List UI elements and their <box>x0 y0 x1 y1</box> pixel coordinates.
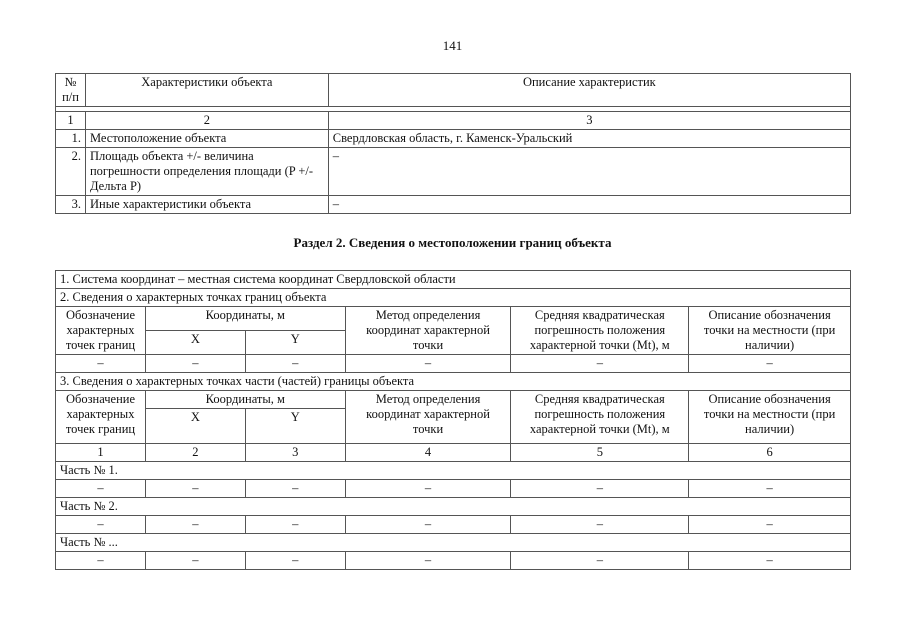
table-row <box>56 480 851 498</box>
col-number: 1 <box>56 112 86 130</box>
boundary-points-table <box>55 270 851 570</box>
row-number: 2. <box>56 148 86 196</box>
header-coordinates: Координаты, м <box>145 391 345 409</box>
cell-dash: – <box>56 516 146 534</box>
cell-dash: – <box>511 355 689 373</box>
header-x: X <box>145 331 245 355</box>
header-number: № п/п <box>56 74 86 107</box>
header-y: Y <box>245 409 345 444</box>
object-characteristics-table <box>55 73 851 214</box>
cell-dash: – <box>145 355 245 373</box>
col-number: 3 <box>328 112 850 130</box>
row-description: Свердловская область, г. Каменск-Уральский <box>328 130 850 148</box>
column-numbers-row <box>56 444 851 462</box>
table-header-row <box>56 74 851 107</box>
col-number: 5 <box>511 444 689 462</box>
cell-dash: – <box>345 355 511 373</box>
row-description: – <box>328 148 850 196</box>
header-coordinates: Координаты, м <box>145 307 345 331</box>
cell-dash: – <box>245 355 345 373</box>
cell-dash: – <box>345 552 511 570</box>
cell-dash: – <box>245 480 345 498</box>
cell-dash: – <box>56 355 146 373</box>
header-x: X <box>145 409 245 444</box>
cell-dash: – <box>56 480 146 498</box>
col-number: 3 <box>245 444 345 462</box>
table-row <box>56 516 851 534</box>
cell-dash: – <box>245 516 345 534</box>
table-row <box>56 552 851 570</box>
section-title: Раздел 2. Сведения о местоположении границ объекта <box>293 235 612 250</box>
header-y: Y <box>245 331 345 355</box>
header-characteristics: Характеристики объекта <box>85 74 328 107</box>
row-number: 1. <box>56 130 86 148</box>
points-section-title: 2. Сведения о характерных точках границ объекта <box>56 289 851 307</box>
header-error: Средняя квадратическая погрешность положения характерной точки (Mt), м <box>511 307 689 355</box>
row-description: – <box>328 196 850 214</box>
table-row <box>56 355 851 373</box>
part-label: Часть № 1. <box>56 462 851 480</box>
table-row <box>56 148 851 196</box>
header-designation: Обозначение характерных точек границ <box>56 307 146 355</box>
col-number: 6 <box>689 444 851 462</box>
parts-section-title: 3. Сведения о характерных точках части (частей) границы объекта <box>56 373 851 391</box>
header-description: Описание характеристик <box>328 74 850 107</box>
table-row <box>56 196 851 214</box>
row-number: 3. <box>56 196 86 214</box>
cell-dash: – <box>345 480 511 498</box>
cell-dash: – <box>689 480 851 498</box>
part-label: Часть № 2. <box>56 498 851 516</box>
cell-dash: – <box>245 552 345 570</box>
col-number: 2 <box>85 112 328 130</box>
column-numbers-row <box>56 112 851 130</box>
cell-dash: – <box>345 516 511 534</box>
cell-dash: – <box>145 480 245 498</box>
cell-dash: – <box>689 355 851 373</box>
cell-dash: – <box>56 552 146 570</box>
row-characteristic: Местоположение объекта <box>85 130 328 148</box>
cell-dash: – <box>689 516 851 534</box>
cell-dash: – <box>145 516 245 534</box>
page-number: 141 <box>442 38 463 53</box>
row-characteristic: Иные характеристики объекта <box>85 196 328 214</box>
cell-dash: – <box>511 516 689 534</box>
col-number: 1 <box>56 444 146 462</box>
header-method: Метод определения координат характерной точки <box>345 391 511 444</box>
row-characteristic: Площадь объекта +/- величина погрешности определения площади (P +/- Дельта P) <box>85 148 328 196</box>
cell-dash: – <box>511 552 689 570</box>
part-label: Часть № ... <box>56 534 851 552</box>
col-number: 4 <box>345 444 511 462</box>
cell-dash: – <box>511 480 689 498</box>
coordinate-system: 1. Система координат – местная система координат Свердловской области <box>56 271 851 289</box>
header-method: Метод определения координат характерной точки <box>345 307 511 355</box>
cell-dash: – <box>145 552 245 570</box>
cell-dash: – <box>689 552 851 570</box>
header-designation: Обозначение характерных точек границ <box>56 391 146 444</box>
header-point-description: Описание обозначения точки на местности (при наличии) <box>689 391 851 444</box>
header-error: Средняя квадратическая погрешность положения характерной точки (Mt), м <box>511 391 689 444</box>
col-number: 2 <box>145 444 245 462</box>
table-row <box>56 130 851 148</box>
header-point-description: Описание обозначения точки на местности (при наличии) <box>689 307 851 355</box>
